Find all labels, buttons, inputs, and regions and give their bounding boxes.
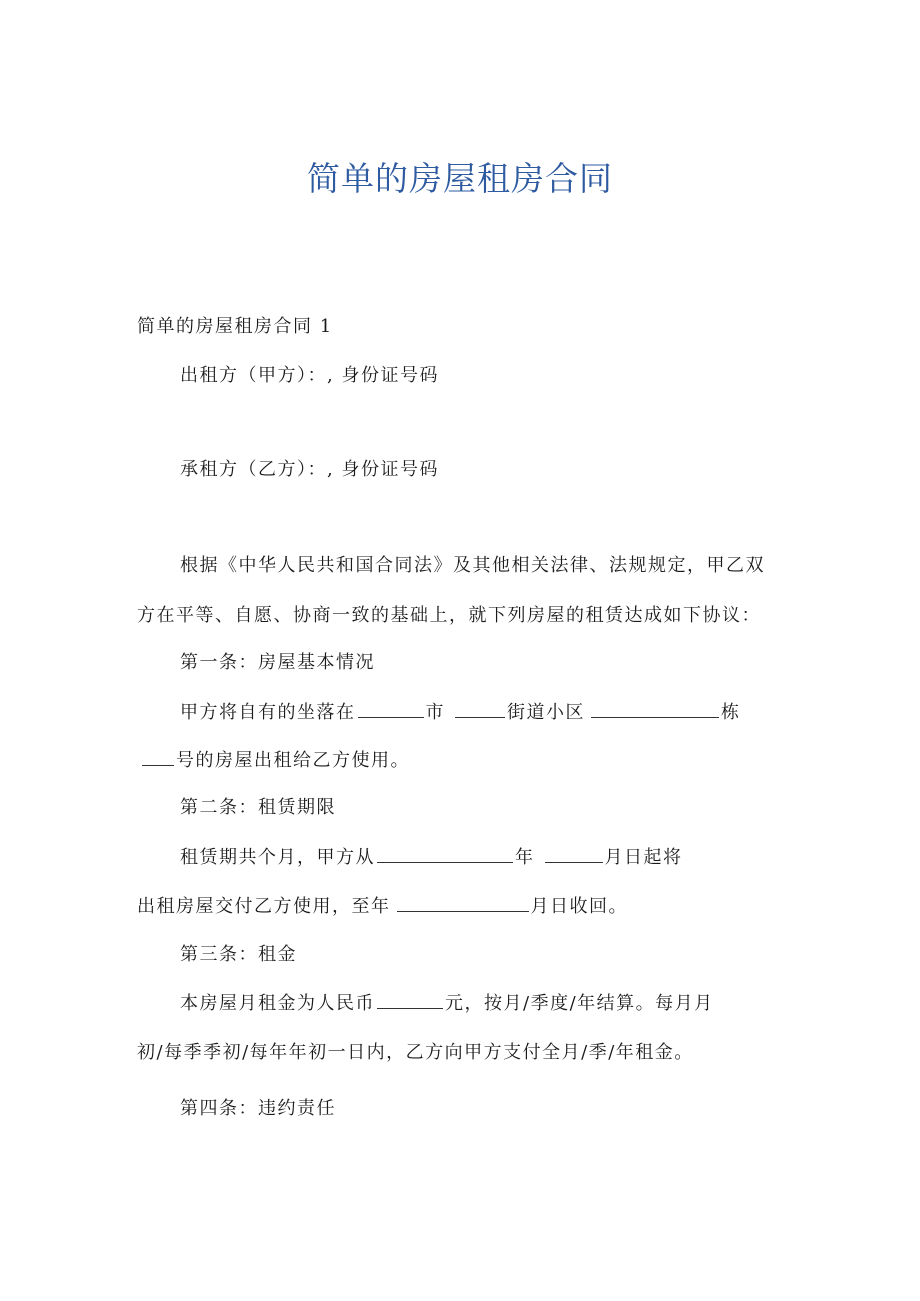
article-2-text-c: 月日起将 — [604, 847, 683, 868]
article-1-paragraph-line-2 — [140, 747, 410, 774]
article-1-heading: 第一条：房屋基本情况 — [180, 652, 375, 673]
document-title: 简单的房屋租房合同 — [307, 159, 613, 198]
article-3-paragraph-line-2: 初/每季季初/每年年初一日内，乙方向甲方支付全月/季/年租金。 — [137, 1042, 694, 1063]
end-year-blank[interactable] — [397, 893, 529, 912]
intro-line-2: 方在平等、自愿、协商一致的基础上，就下列房屋的租赁达成如下协议： — [137, 605, 761, 626]
article-1-text-a: 甲方将自有的坐落在 — [180, 702, 356, 723]
lessor-line: 出租方（甲方）：, 身份证号码 — [180, 365, 439, 386]
article-1-paragraph-line-1 — [180, 699, 741, 726]
article-2-paragraph-line-2 — [137, 893, 628, 920]
rent-amount-blank[interactable] — [377, 990, 443, 1009]
article-2-text-d: 出租房屋交付乙方使用，至年 — [137, 896, 391, 917]
article-1-text-d: 栋 — [721, 702, 741, 723]
document-subtitle: 简单的房屋租房合同 1 — [137, 316, 333, 337]
article-1-text-e: 号的房屋出租给乙方使用。 — [176, 750, 410, 771]
lessee-line: 承租方（乙方）：, 身份证号码 — [180, 459, 439, 480]
article-3-text-a: 本房屋月租金为人民币 — [180, 993, 375, 1014]
article-3-heading: 第三条：租金 — [180, 944, 297, 965]
article-4-heading: 第四条：违约责任 — [180, 1098, 336, 1119]
article-2-paragraph-line-1 — [180, 844, 683, 871]
house-number-blank[interactable] — [142, 747, 174, 766]
article-1-text-c: 街道小区 — [507, 702, 585, 723]
start-month-blank[interactable] — [545, 844, 603, 863]
article-3-text-b: 元，按月/季度/年结算。每月月 — [445, 993, 714, 1014]
article-2-text-e: 月日收回。 — [530, 896, 628, 917]
street-blank[interactable] — [455, 699, 505, 718]
article-3-paragraph-line-1 — [180, 990, 714, 1017]
community-blank[interactable] — [591, 699, 719, 718]
start-year-blank[interactable] — [377, 844, 513, 863]
article-2-text-b: 年 — [515, 847, 535, 868]
intro-line-1: 根据《中华人民共和国合同法》及其他相关法律、法规规定，甲乙双 — [180, 555, 765, 576]
article-2-heading: 第二条：租赁期限 — [180, 797, 336, 818]
city-blank[interactable] — [358, 699, 424, 718]
article-2-text-a: 租赁期共个月，甲方从 — [180, 847, 375, 868]
article-1-text-b: 市 — [425, 702, 445, 723]
